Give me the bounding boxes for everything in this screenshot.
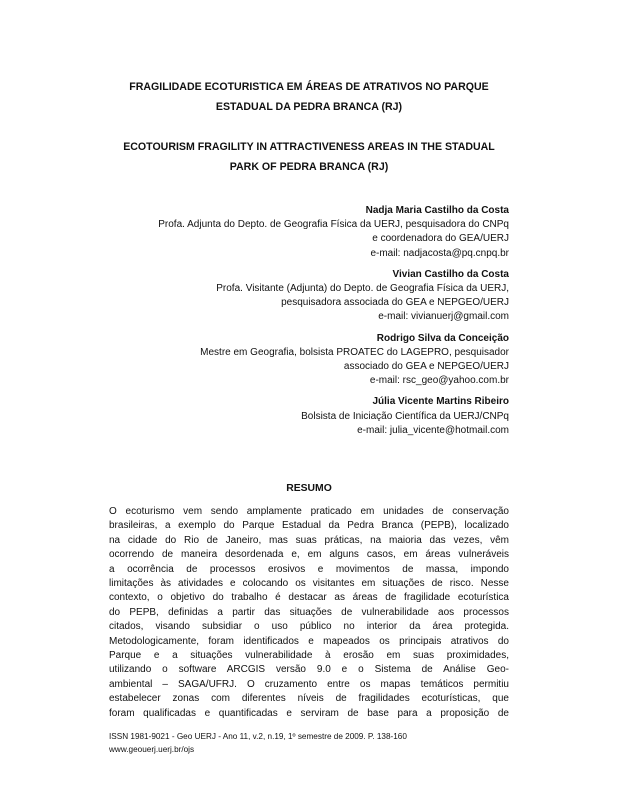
title-en-line-1: ECOTOURISM FRAGILITY IN ATTRACTIVENESS AREAS IN THE STADUAL: [123, 141, 495, 153]
abstract-body: [109, 505, 509, 721]
abstract-line: limitações às atividades e colocando os visitantes em situações de risco. Nesse: [109, 578, 509, 590]
author-affiliation: Profa. Visitante (Adjunta) do Depto. de Geografia Física da UERJ,: [216, 283, 509, 295]
author-name: Júlia Vicente Martins Ribeiro: [372, 396, 509, 408]
abstract-line: a ocorrência de processos erosivos e movimentos de massa, impondo: [109, 563, 509, 575]
abstract-line: utilizando o software ARCGIS versão 9.0 e o Sistema de Análise Geo-: [109, 664, 509, 676]
title-english: [100, 137, 518, 177]
author-name: Nadja Maria Castilho da Costa: [365, 205, 509, 216]
abstract-line: estabelecer zonas com diferentes níveis de fragilidades ecoturísticas, que: [109, 693, 509, 705]
author-list: [79, 204, 509, 445]
author-email: e-mail: julia_vicente@hotmail.com: [357, 424, 509, 436]
abstract-line: contexto, o objetivo do trabalho é destacar as áreas de fragilidade ecoturística: [109, 592, 509, 604]
author-affiliation: Profa. Adjunta do Depto. de Geografia Física da UERJ, pesquisadora do CNPq: [158, 219, 509, 231]
author-affiliation: associado do GEA e NEPGEO/UERJ: [343, 361, 509, 373]
abstract-line: foram qualificadas e quantificadas e serviram de base para a proposição de: [109, 707, 509, 719]
abstract-line: do PEPB, definidas a partir das situações de vulnerabilidade aos processos: [109, 606, 509, 618]
footer-issn: ISSN 1981-9021 - Geo UERJ - Ano 11, v.2, n.19, 1º semestre de 2009. P. 138-160: [109, 732, 407, 741]
author-block: [79, 395, 509, 438]
title-en-line-2: PARK OF PEDRA BRANCA (RJ): [229, 161, 389, 173]
page-footer: [109, 730, 529, 756]
author-block: [79, 268, 509, 325]
title-pt-line-2: ESTADUAL DA PEDRA BRANCA (RJ): [215, 101, 403, 113]
title-portuguese: [100, 77, 518, 117]
abstract-line: ocorrendo de maneira desordenada e, em alguns casos, em áreas vulneráveis: [109, 549, 509, 561]
abstract-line: na cidade do Rio de Janeiro, mas suas práticas, na maioria das vezes, vêm: [109, 534, 509, 546]
author-block: [79, 332, 509, 389]
abstract-heading: RESUMO: [286, 483, 332, 494]
footer-website: www.geouerj.uerj.br/ojs: [109, 745, 195, 754]
abstract-line: Parque e a situações vulnerabilidade à erosão em suas proximidades,: [109, 650, 509, 662]
author-email: e-mail: nadjacosta@pq.cnpq.br: [370, 247, 509, 259]
title-pt-line-1: FRAGILIDADE ECOTURISTICA EM ÁREAS DE ATRATIVOS NO PARQUE: [129, 81, 489, 93]
abstract-line: brasileiras, a exemplo do Parque Estadual da Pedra Branca (PEPB), localizado: [109, 520, 509, 532]
author-email: e-mail: vivianuerj@gmail.com: [378, 311, 509, 323]
abstract-line: ambiental – SAGA/UFRJ. O cruzamento entre os mapas temáticos permitiu: [109, 678, 509, 690]
author-affiliation: Mestre em Geografia, bolsista PROATEC do LAGEPRO, pesquisador: [200, 346, 509, 358]
author-name: Rodrigo Silva da Conceição: [376, 332, 509, 344]
abstract-line: Metodologicamente, foram identificados e mapeados os principais atrativos do: [109, 635, 509, 647]
author-affiliation: e coordenadora do GEA/UERJ: [372, 233, 509, 245]
abstract-line: O ecoturismo vem sendo amplamente praticado em unidades de conservação: [109, 506, 509, 517]
author-email: e-mail: rsc_geo@yahoo.com.br: [369, 375, 509, 387]
author-affiliation: Bolsista de Iniciação Científica da UERJ/CNPq: [301, 410, 509, 422]
author-name: Vivian Castilho da Costa: [392, 268, 509, 280]
author-block: [79, 204, 509, 261]
author-affiliation: pesquisadora associada do GEA e NEPGEO/UERJ: [281, 297, 509, 309]
abstract-line: citados, visando subsidiar o uso público no interior da área protegida.: [109, 621, 509, 633]
